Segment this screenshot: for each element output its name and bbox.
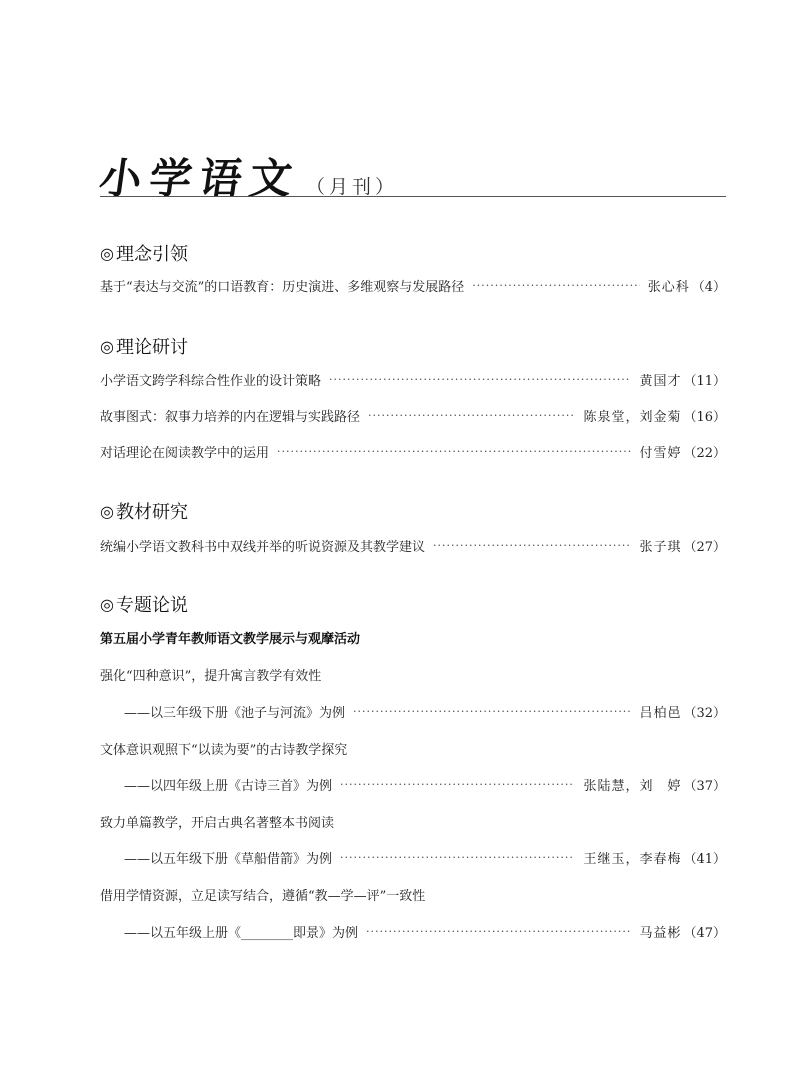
toc-entry[interactable]	[100, 440, 726, 462]
section-mark-icon: ◎	[100, 336, 114, 356]
entry-author: 吕柏邑	[639, 705, 682, 721]
section-heading-concept	[100, 239, 188, 267]
journal-title: 小学语文	[96, 154, 304, 203]
section-heading-textbook	[100, 497, 188, 525]
entry-subtitle: ——以五年级上册《________即景》为例	[124, 925, 359, 941]
entry-page: （4）	[691, 279, 726, 295]
entry-page: （16）	[683, 409, 726, 425]
section-heading-label: 理论研讨	[115, 337, 188, 358]
dot-leader	[433, 539, 631, 552]
section-heading-theory	[100, 332, 188, 360]
section-heading-label: 理念引领	[115, 244, 188, 265]
toc-entry[interactable]	[124, 700, 726, 722]
entry-title: 小学语文跨学科综合性作业的设计策略	[100, 373, 322, 389]
dot-leader	[277, 445, 631, 458]
entry-author: 张子琪	[639, 539, 682, 555]
entry-author: 黄国才	[639, 373, 682, 389]
entry-author: 张陆慧，刘 婷	[583, 778, 682, 794]
entry-author: 陈泉堂，刘金菊	[583, 409, 682, 425]
entry-page: （22）	[683, 445, 726, 461]
entry-page: （32）	[683, 705, 726, 721]
entry-page: （27）	[683, 539, 726, 555]
toc-entry[interactable]	[124, 920, 726, 942]
entry-title: 基于“表达与交流”的口语教育：历史演进、多维观察与发展路径	[100, 279, 465, 295]
entry-title: 对话理论在阅读教学中的运用	[100, 445, 270, 461]
toc-entry[interactable]	[124, 846, 726, 868]
dot-leader	[366, 925, 631, 938]
dot-leader	[329, 373, 631, 386]
dot-leader	[340, 851, 575, 864]
article-title[interactable]: 致力单篇教学，开启古典名著整本书阅读	[100, 815, 335, 831]
entry-title: 统编小学语文教科书中双线并举的听说资源及其教学建议	[100, 539, 426, 555]
article-title[interactable]: 强化“四种意识”，提升寓言教学有效性	[100, 668, 322, 684]
entry-author: 王继玉，李春梅	[583, 851, 682, 867]
entry-subtitle: ——以四年级上册《古诗三首》为例	[124, 778, 333, 794]
entry-subtitle: ——以五年级下册《草船借箭》为例	[124, 851, 333, 867]
dot-leader	[368, 409, 575, 422]
dot-leader	[353, 705, 631, 718]
entry-title: 故事图式：叙事力培养的内在逻辑与实践路径	[100, 409, 361, 425]
entry-page: （41）	[683, 851, 726, 867]
entry-author: 付雪婷	[639, 445, 682, 461]
journal-frequency: （月刊）	[306, 176, 399, 198]
entry-page: （37）	[683, 778, 726, 794]
toc-entry[interactable]	[100, 534, 726, 556]
section-heading-topic	[100, 590, 188, 618]
article-title[interactable]: 借用学情资源，立足读写结合，遵循“教—学—评”一致性	[100, 888, 426, 904]
article-title[interactable]: 文体意识观照下“以读为要”的古诗教学探究	[100, 742, 348, 758]
section-heading-label: 专题论说	[115, 595, 188, 616]
section-mark-icon: ◎	[100, 243, 114, 263]
toc-entry[interactable]	[124, 773, 726, 795]
entry-page: （47）	[683, 925, 726, 941]
dot-leader	[472, 279, 639, 292]
special-topic-heading: 第五届小学青年教师语文教学展示与观摩活动	[100, 631, 361, 647]
toc-entry[interactable]	[100, 368, 726, 390]
section-heading-label: 教材研究	[115, 502, 188, 523]
toc-entry[interactable]	[100, 274, 726, 296]
entry-subtitle: ——以三年级下册《池子与河流》为例	[124, 705, 346, 721]
section-mark-icon: ◎	[100, 501, 114, 521]
header-rule	[100, 196, 726, 197]
section-mark-icon: ◎	[100, 594, 114, 614]
entry-author: 张心科	[647, 279, 690, 295]
entry-author: 马益彬	[639, 925, 682, 941]
toc-entry[interactable]	[100, 404, 726, 426]
masthead	[96, 146, 726, 206]
entry-page: （11）	[683, 373, 726, 389]
dot-leader	[340, 778, 575, 791]
